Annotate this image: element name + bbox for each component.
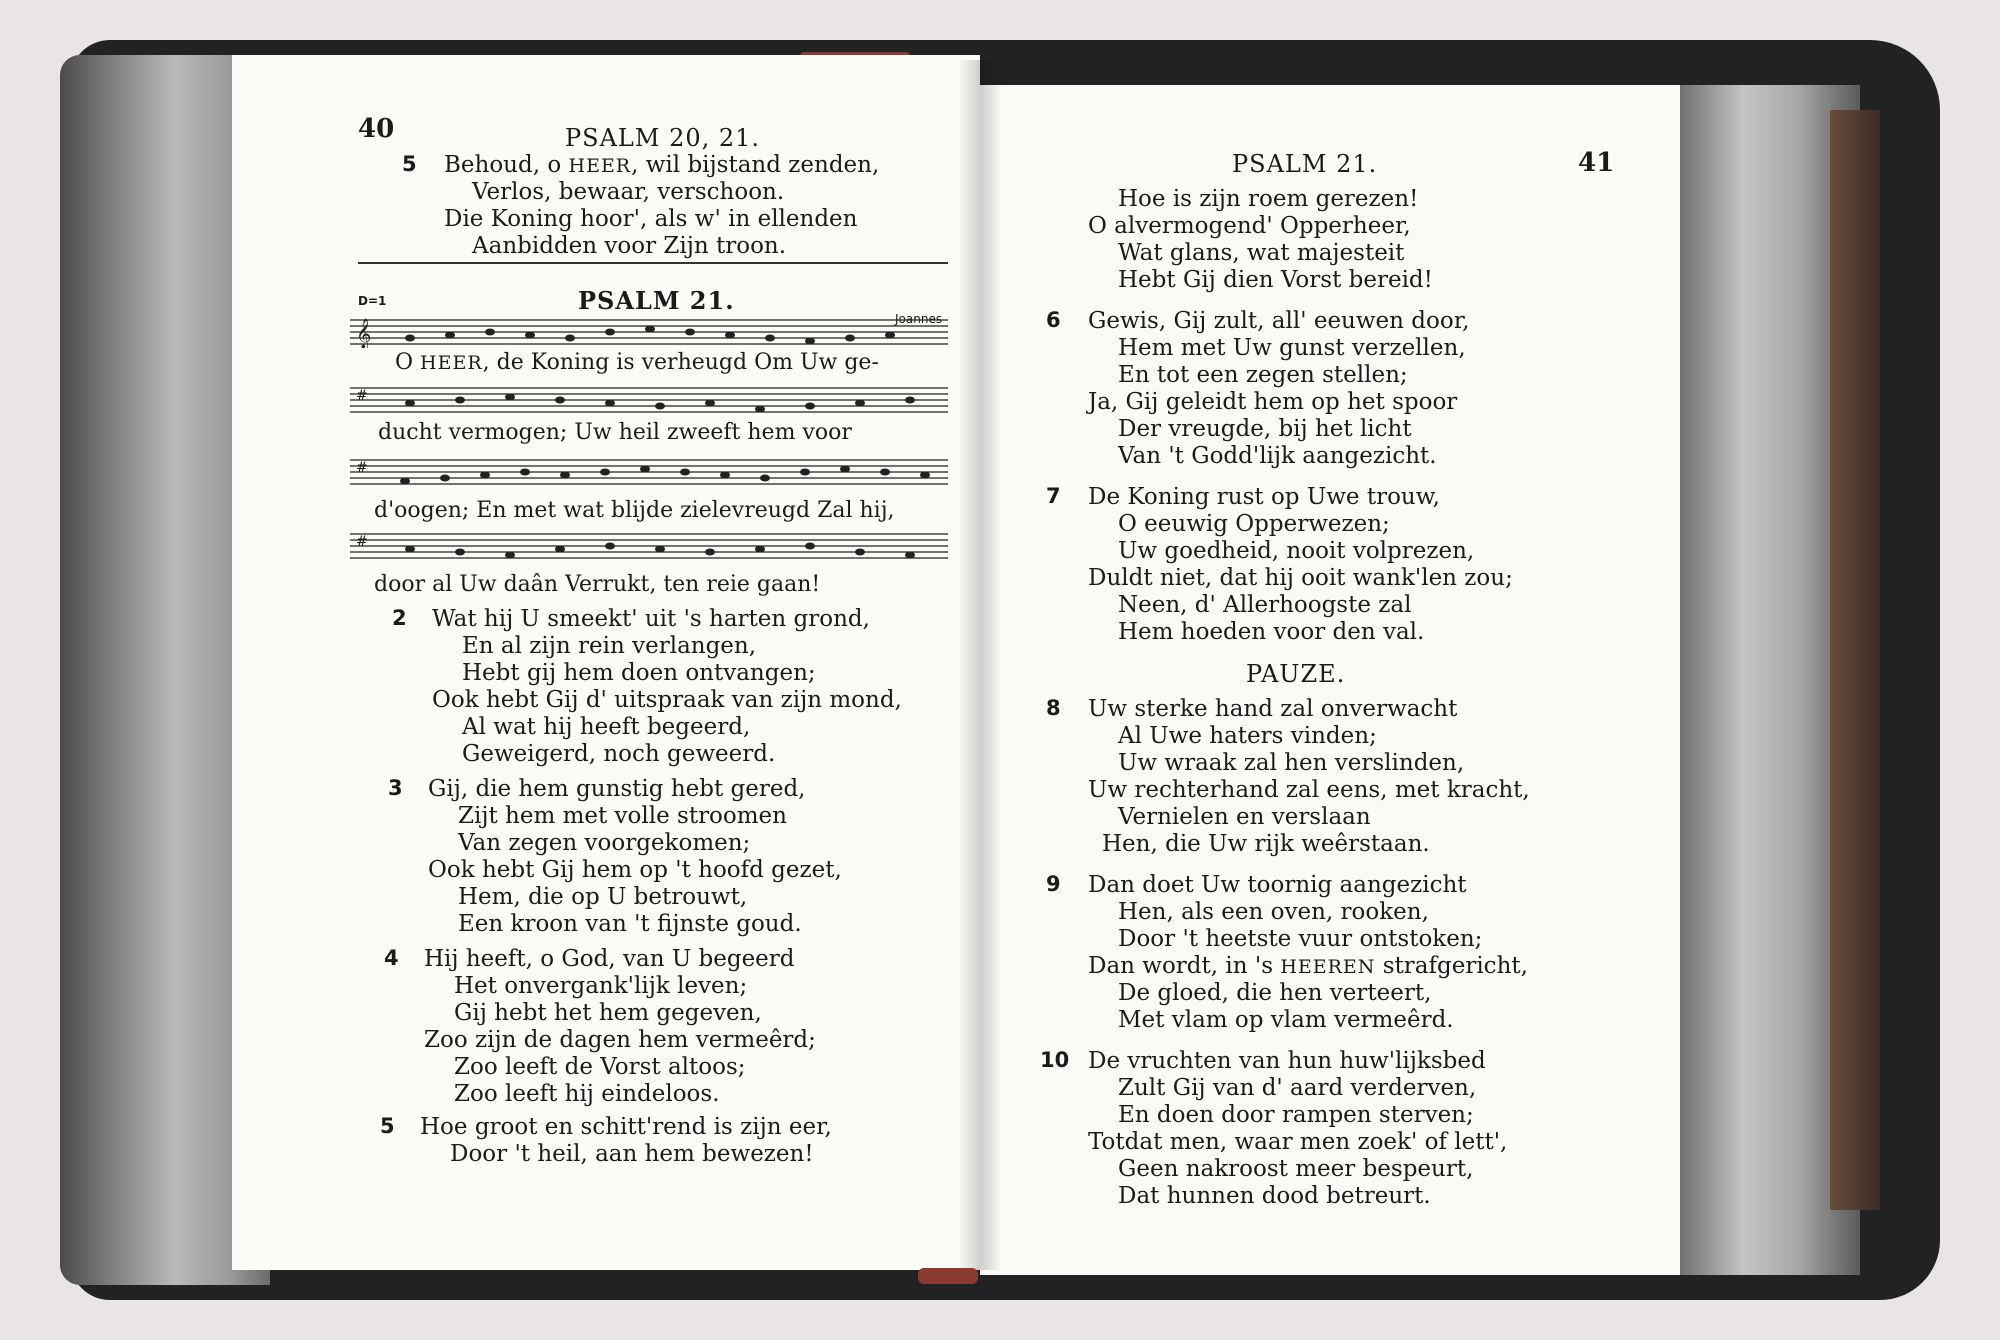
spine-headband-bottom [918,1268,978,1284]
verse-number: 2 [392,606,407,630]
music-lyric-line: d'oogen; En met wat blijde zielevreugd Zal hij, [374,498,895,523]
verse-line: Wat hij U smeekt' uit 's harten grond, [432,606,870,632]
music-lyric-line: door al Uw daân Verrukt, ten reie gaan! [374,572,821,597]
verse-3-lines [428,776,842,938]
verse-line: Dan doet Uw toornig aangezicht [1088,872,1467,898]
verse-line: Door 't heetste vuur ontstoken; [1118,926,1483,952]
verse-8-lines [1088,696,1530,858]
svg-text:#: # [356,460,368,476]
key-label: D=1 [358,294,387,308]
verse-line: Hen, als een oven, rooken, [1118,899,1429,925]
verse-line: Dan wordt, in 's HEEREN strafgericht, [1088,953,1528,979]
verse-line: Die Koning hoor', als w' in ellenden [444,206,858,232]
music-staff [350,458,948,486]
verse-line: Geweigerd, noch geweerd. [462,741,776,767]
verse-line: Duldt niet, dat hij ooit wank'len zou; [1088,565,1513,591]
left-page-header: PSALM 20, 21. [565,124,761,152]
verse-line: Hem, die op U betrouwt, [458,884,748,910]
continuation-lines [1088,186,1433,294]
svg-text:#: # [356,534,368,550]
music-staff [350,532,948,560]
verse-line: Aanbidden voor Zijn troon. [472,233,787,259]
verse-number: 8 [1046,696,1061,720]
book-gutter [958,60,1002,1270]
verse-2-lines [432,606,902,768]
verse-line: Zult Gij van d' aard verderven, [1118,1075,1477,1101]
verse-top-lines [444,152,879,260]
verse-line: Zijt hem met volle stroomen [458,803,787,829]
verse-line: Ja, Gij geleidt hem op het spoor [1088,389,1458,415]
verse-number: 5 [402,152,417,176]
psalm-title: PSALM 21. [578,286,735,315]
verse-number: 7 [1046,484,1061,508]
verse-line: Door 't heil, aan hem bewezen! [450,1141,814,1167]
verse-line: En doen door rampen sterven; [1118,1102,1474,1128]
verse-line: Uw rechterhand zal eens, met kracht, [1088,777,1530,803]
verse-line: Der vreugde, bij het licht [1118,416,1412,442]
music-staff [350,386,948,414]
verse-line: Ook hebt Gij hem op 't hoofd gezet, [428,857,842,883]
verse-line: Uw sterke hand zal onverwacht [1088,696,1458,722]
verse-line: Hoe groot en schitt'rend is zijn eer, [420,1114,832,1140]
verse-line: Ook hebt Gij d' uitspraak van zijn mond, [432,687,902,713]
right-page-header: PSALM 21. [1232,150,1378,178]
verse-line: Zoo zijn de dagen hem vermeêrd; [424,1027,816,1053]
verse-line: Zoo leeft hij eindeloos. [454,1081,720,1107]
verse-line: Gij hebt het hem gegeven, [454,1000,762,1026]
book-back-cover [1830,110,1880,1210]
verse-line: Uw goedheid, nooit volprezen, [1118,538,1475,564]
left-page-number: 40 [358,114,395,144]
section-divider [358,262,948,264]
verse-number: 5 [380,1114,395,1138]
verse-line: Van 't Godd'lijk aangezicht. [1118,443,1437,469]
verse-line: Verlos, bewaar, verschoon. [472,179,785,205]
verse-line: O alvermogend' Opperheer, [1088,213,1411,239]
svg-text:𝄞: 𝄞 [356,319,372,348]
verse-line: Gewis, Gij zult, all' eeuwen door, [1088,308,1470,334]
verse-line: Geen nakroost meer bespeurt, [1118,1156,1474,1182]
verse-line: De gloed, die hen verteert, [1118,980,1432,1006]
verse-line: Hen, die Uw rijk weêrstaan. [1102,831,1430,857]
verse-line: Al Uwe haters vinden; [1118,723,1377,749]
verse-line: Van zegen voorgekomen; [458,830,751,856]
verse-line: En al zijn rein verlangen, [462,633,757,659]
verse-line: Hebt Gij dien Vorst bereid! [1118,267,1433,293]
verse-9-lines [1088,872,1528,1034]
verse-line: Hem met Uw gunst verzellen, [1118,335,1466,361]
verse-number: 9 [1046,872,1061,896]
verse-number: 10 [1040,1048,1070,1072]
verse-line: Hij heeft, o God, van U begeerd [424,946,795,972]
verse-10-lines [1088,1048,1507,1210]
verse-line: Met vlam op vlam vermeêrd. [1118,1007,1454,1033]
svg-text:#: # [356,388,368,404]
music-lyric-line: O HEER, de Koning is verheugd Om Uw ge- [395,350,879,375]
verse-line: Hem hoeden voor den val. [1118,619,1425,645]
verse-line: De vruchten van hun huw'lijksbed [1088,1048,1486,1074]
verse-line: Zoo leeft de Vorst altoos; [454,1054,746,1080]
verse-line: De Koning rust op Uwe trouw, [1088,484,1440,510]
verse-line: Dat hunnen dood betreurt. [1118,1183,1431,1209]
verse-line: Hoe is zijn roem gerezen! [1118,186,1419,212]
right-page-number: 41 [1578,148,1615,178]
verse-7-lines [1088,484,1513,646]
verse-5-lines [420,1114,832,1168]
composer-label: Joannes [895,312,943,326]
verse-line: Uw wraak zal hen verslinden, [1118,750,1465,776]
verse-line: Een kroon van 't fijnste goud. [458,911,802,937]
verse-number: 6 [1046,308,1061,332]
verse-number: 3 [388,776,403,800]
verse-line: En tot een zegen stellen; [1118,362,1408,388]
verse-line: Totdat men, waar men zoek' of lett', [1088,1129,1508,1155]
pause-label: PAUZE. [1246,660,1346,688]
verse-line: Neen, d' Allerhoogste zal [1118,592,1412,618]
verse-line: Het onvergank'lijk leven; [454,973,748,999]
music-staff [350,318,948,346]
verse-4-lines [424,946,816,1108]
verse-line: Behoud, o HEER, wil bijstand zenden, [444,152,880,178]
verse-number: 4 [384,946,399,970]
verse-line: Vernielen en verslaan [1118,804,1371,830]
verse-line: O eeuwig Opperwezen; [1118,511,1390,537]
verse-line: Gij, die hem gunstig hebt gered, [428,776,806,802]
verse-line: Hebt gij hem doen ontvangen; [462,660,816,686]
verse-6-lines [1088,308,1470,470]
music-lyric-line: ducht vermogen; Uw heil zweeft hem voor [378,420,852,445]
verse-line: Al wat hij heeft begeerd, [462,714,751,740]
verse-line: Wat glans, wat majesteit [1118,240,1405,266]
